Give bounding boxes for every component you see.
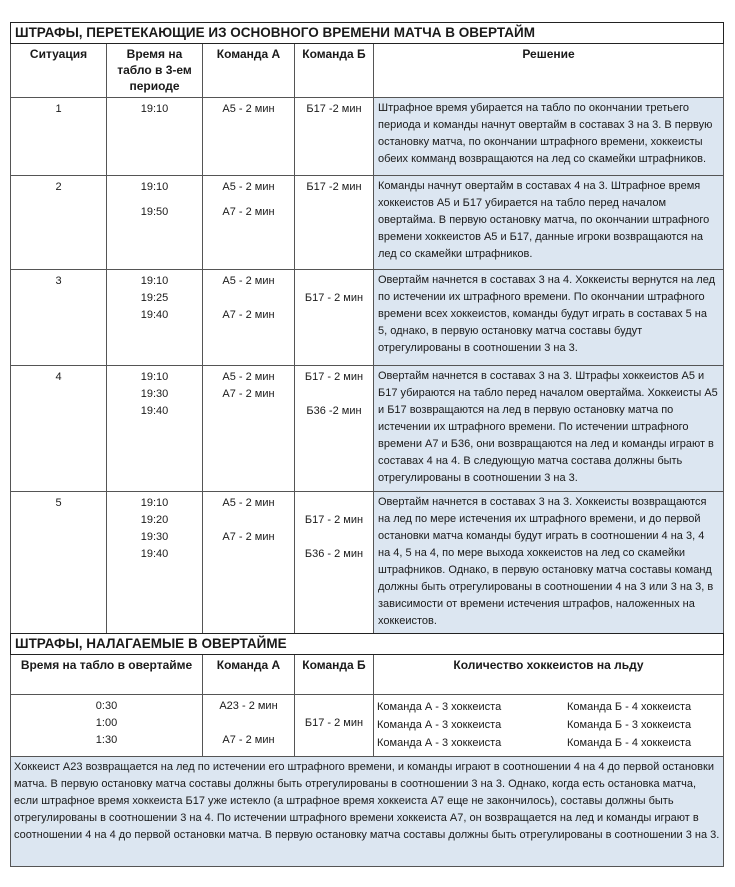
team-b-count: Команда Б - 3 хоккеиста [567,718,692,731]
header-situation: Ситуация [11,44,107,98]
team-a-penalty: А5 - 2 мин [222,497,275,509]
team-a-penalty: А7 - 2 мин [222,388,275,400]
team-b-penalty: Б17 - 2 мин [304,717,364,729]
penalty-time: 19:10 [140,371,169,383]
header-team-a: Команда А [203,655,295,695]
overtime-time: 1:00 [95,717,118,729]
penalty-time: 19:30 [140,388,169,400]
penalty-time: 19:25 [140,292,169,304]
penalty-time: 19:10 [140,275,169,287]
table-row [11,492,724,634]
header-time-overtime: Время на табло в овертайме [11,655,203,695]
team-a-penalty: А7 - 2 мин [222,206,275,218]
team-b-penalty: Б17 - 2 мин [304,292,364,304]
penalty-time: 19:50 [140,206,169,218]
team-b-penalty: Б36 - 2 мин [304,548,364,560]
team-a-penalty: А7 - 2 мин [222,734,275,746]
overflow-penalties-table [10,22,724,634]
team-b-penalty: Б17 -2 мин [306,181,362,193]
team-b-penalty: Б36 -2 мин [306,405,362,417]
situation-number: 5 [55,497,62,509]
player-counts-row [377,698,720,716]
penalty-time: 19:10 [140,497,169,509]
penalty-time: 19:40 [140,548,169,560]
decision-text: Овертайм начнется в составах 3 на 3. Штрафы хоккеистов А5 и Б17 убираются на табло перед началом овертайма. Хоккеисты А5 и Б17 возвращаются на лед в первую остановку матча по истечении их штрафного времени. По истечении штрафного времени А7 и Б36, они возвращаются на лед и команды играют в составах 4 на 4. В следующую матча состава должны быть отрегулированы в соотношении 3 на 3. [374,366,724,492]
header-team-a: Команда А [203,44,295,98]
team-b-count: Команда Б - 4 хоккеиста [567,736,692,749]
penalty-time: 19:20 [140,514,169,526]
decision-text: Команды начнут овертайм в составах 4 на 3. Штрафное время хоккеистов А5 и Б17 убирается на табло перед началом овертайма. В первую остановку матча, по окончании штрафного времени хоккеистов А5 и Б17, данные игроки возвращаются на лед со скамейки штрафников. [374,176,724,270]
situation-number: 4 [55,371,62,383]
table-row [11,366,724,492]
situation-number: 2 [55,181,62,193]
team-a-penalty: А5 - 2 мин [222,371,275,383]
decision-text: Штрафное время убирается на табло по окончании третьего периода и команды начнут овертайм в составах 3 на 3. В первую остановку матча, по окончании штрафного времени, хоккеисты обеих комманд возвращаются на лед со скамейки штрафников. [374,98,724,176]
table-row [11,695,724,757]
team-a-penalty: А5 - 2 мин [222,181,275,193]
section1-title: ШТРАФЫ, ПЕРЕТЕКАЮЩИЕ ИЗ ОСНОВНОГО ВРЕМЕНИ МАТЧА В ОВЕРТАЙМ [11,23,724,44]
overtime-explanation: Хоккеист А23 возвращается на лед по истечении его штрафного времени, и команды играют в соотношении 4 на 4 до первой остановки матча. В первую остановку матча составы должны быть отрегулированы в соотношении 3 на 3. Однако, когда есть остановка матча, если штрафное время хоккеиста Б17 уже истекло (а штрафное время хоккеиста А7 еще не закончилось), составы должны быть отрегулированы в соотношении 3 на 4. По истечении штрафного времени хоккеиста А7, он возвращается на лед и команды играют в соотношении 4 на 4 до первой остановки матча. В первую остановку матча составы должны быть отрегулированы в соотношении 3 на 3. [11,757,724,867]
penalty-time: 19:10 [140,181,169,193]
header-decision: Решение [374,44,724,98]
team-a-penalty: А7 - 2 мин [222,531,275,543]
penalty-time: 19:40 [140,405,169,417]
player-counts-row [377,734,720,752]
overtime-penalties-table [10,633,724,867]
table-row [11,270,724,366]
team-a-penalty: А23 - 2 мин [219,700,278,712]
header-team-b: Команда Б [295,44,374,98]
team-a-count: Команда А - 3 хоккеиста [377,700,502,713]
header-player-counts: Количество хоккеистов на льду [374,655,724,695]
overtime-time: 0:30 [95,700,118,712]
player-counts-row [377,716,720,734]
situation-number: 1 [55,103,62,115]
section2-title: ШТРАФЫ, НАЛАГАЕМЫЕ В ОВЕРТАЙМЕ [11,634,724,655]
team-b-penalty: Б17 - 2 мин [304,514,364,526]
team-b-penalty: Б17 - 2 мин [304,371,364,383]
team-a-penalty: А5 - 2 мин [222,275,275,287]
team-a-penalty: А7 - 2 мин [222,309,275,321]
header-time-3rd-period: Время на табло в 3-ем периоде [107,44,203,98]
overtime-time: 1:30 [95,734,118,746]
team-a-penalty: А5 - 2 мин [222,103,275,115]
decision-text: Овертайм начнется в составах 3 на 4. Хоккеисты вернутся на лед по истечении их штрафного времени. По окончании штрафного времени всех хоккеистов, команды будут играть в составах 5 на 5, однако, в первую остановку матча составы будут отрегулированы в соотношении 3 на 3. [374,270,724,366]
penalty-time: 19:10 [140,103,169,115]
team-a-count: Команда А - 3 хоккеиста [377,736,502,749]
decision-text: Овертайм начнется в составах 3 на 3. Хоккеисты возвращаются на лед по мере истечения их штрафного времени, и до первой остановки матча команды будут играть в соотношении 4 на 3, 4 на 4, 5 на 4, по мере выхода хоккеистов на лед со скамейки штрафников. Однако, в первую остановку матча составы команд должны быть отрегулированы в соотношении 4 на 3 или 3 на 3, в зависимости от времени истечения штрафов, наложенных на хоккеистов. [374,492,724,634]
team-b-count: Команда Б - 4 хоккеиста [567,700,692,713]
penalty-time: 19:30 [140,531,169,543]
table-row [11,176,724,270]
header-team-b: Команда Б [295,655,374,695]
situation-number: 3 [55,275,62,287]
team-b-penalty: Б17 -2 мин [306,103,362,115]
table-row [11,98,724,176]
penalty-time: 19:40 [140,309,169,321]
team-a-count: Команда А - 3 хоккеиста [377,718,502,731]
